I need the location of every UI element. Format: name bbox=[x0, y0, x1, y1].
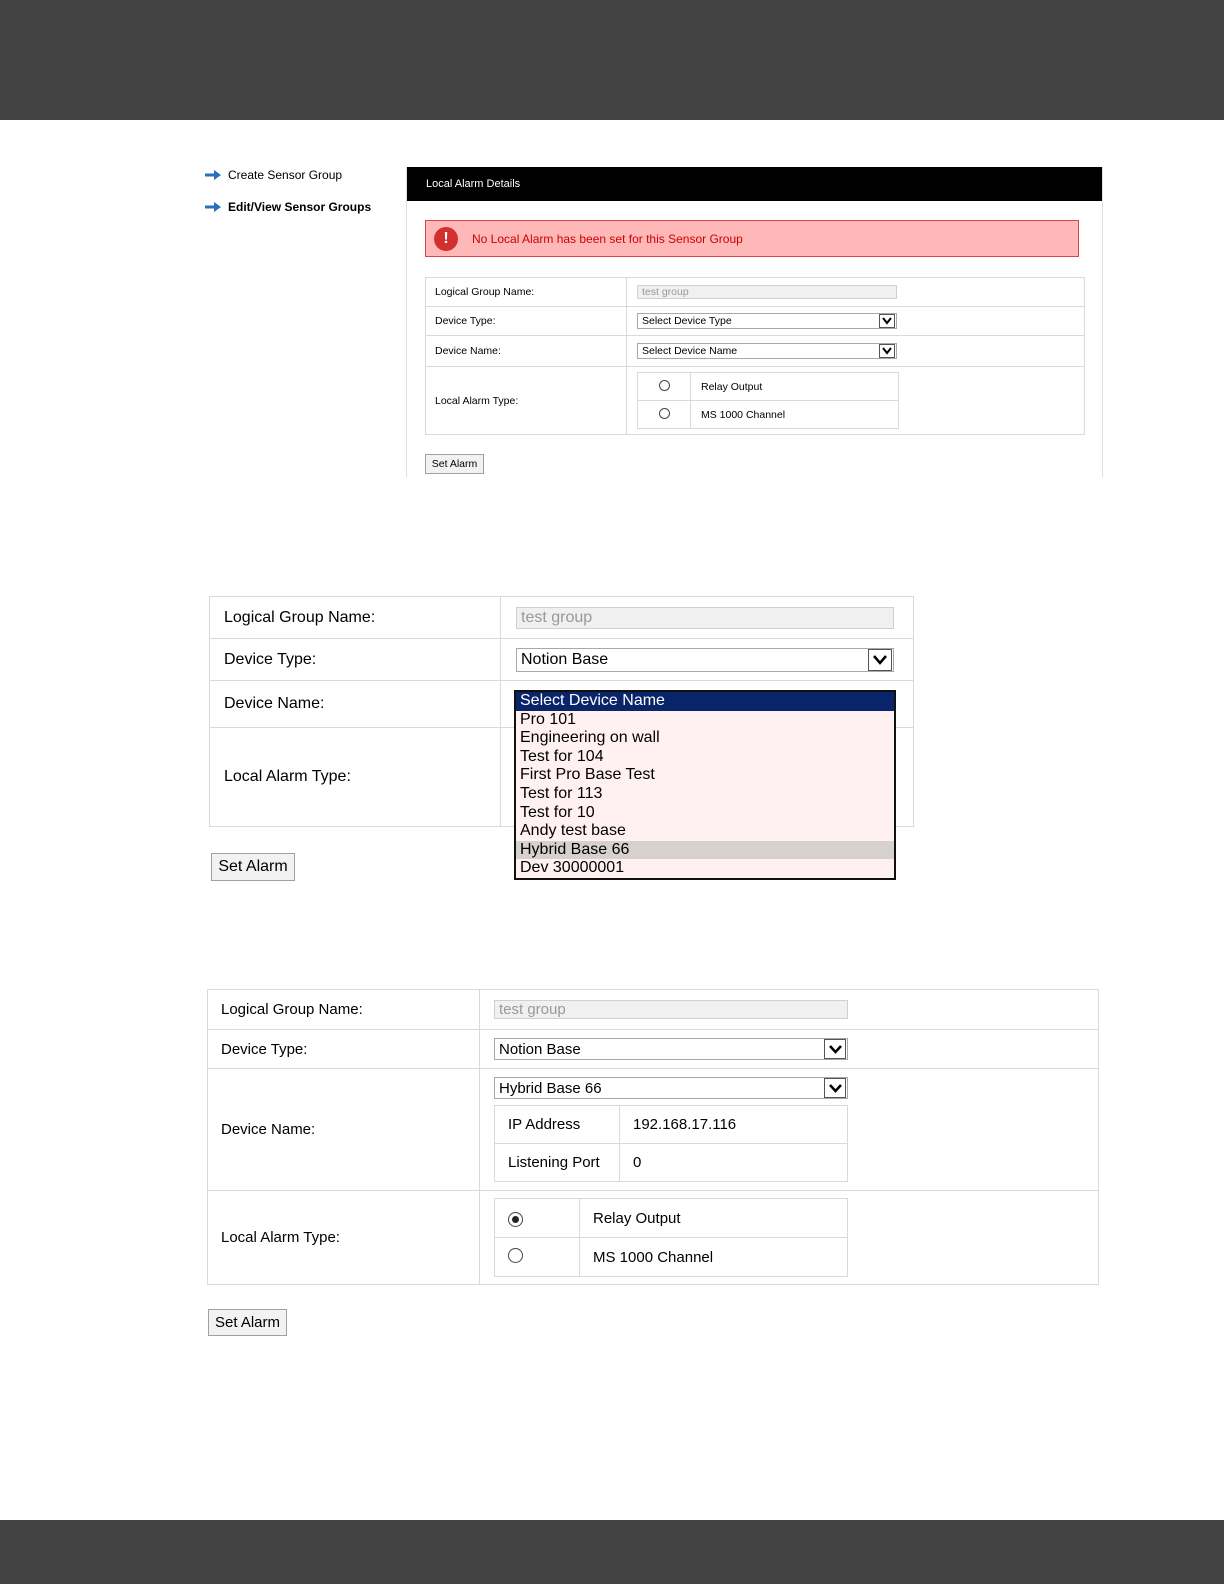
device-name-value: Hybrid Base 66 bbox=[499, 1079, 602, 1097]
radio-relay-output[interactable] bbox=[659, 380, 670, 391]
device-option[interactable]: Dev 30000001 bbox=[520, 859, 625, 877]
chevron-down-icon[interactable] bbox=[879, 314, 895, 328]
device-type-select[interactable] bbox=[637, 313, 897, 329]
nav-edit-view-sensor-groups[interactable] bbox=[204, 198, 384, 216]
device-option[interactable]: Pro 101 bbox=[520, 710, 577, 728]
option-relay-output: Relay Output bbox=[580, 1199, 848, 1238]
group-name-label: Logical Group Name: bbox=[210, 597, 501, 639]
radio-ms1000-channel[interactable] bbox=[508, 1248, 523, 1263]
radio-relay-output[interactable] bbox=[508, 1212, 523, 1227]
alarm-type-label: Local Alarm Type: bbox=[208, 1191, 480, 1285]
alarm-form-device-selected bbox=[207, 989, 1099, 1285]
device-type-select[interactable] bbox=[494, 1038, 848, 1060]
ip-address-label: IP Address bbox=[495, 1106, 620, 1144]
radio-ms1000-channel[interactable] bbox=[659, 408, 670, 419]
device-option[interactable]: First Pro Base Test bbox=[520, 766, 655, 784]
device-name-value: Select Device Name bbox=[642, 345, 738, 357]
group-name-input bbox=[637, 285, 897, 299]
device-option[interactable]: Test for 113 bbox=[520, 784, 603, 802]
device-option[interactable]: Test for 104 bbox=[520, 747, 604, 765]
group-name-value: test group bbox=[521, 608, 593, 626]
device-name-dropdown-list[interactable] bbox=[514, 690, 896, 880]
device-type-value: Select Device Type bbox=[642, 315, 732, 327]
device-option[interactable]: Test for 10 bbox=[520, 803, 595, 821]
set-alarm-button[interactable]: Set Alarm bbox=[211, 853, 295, 881]
option-relay-output: Relay Output bbox=[691, 373, 899, 401]
device-option[interactable]: Select Device Name bbox=[516, 692, 894, 711]
alarm-type-options bbox=[494, 1198, 848, 1277]
device-type-value: Notion Base bbox=[521, 650, 609, 668]
chevron-down-icon[interactable] bbox=[868, 649, 892, 671]
set-alarm-button[interactable]: Set Alarm bbox=[425, 454, 484, 474]
ip-address-value: 192.168.17.116 bbox=[620, 1106, 848, 1144]
alarm-type-label: Local Alarm Type: bbox=[426, 367, 627, 435]
group-name-value: test group bbox=[499, 1001, 566, 1018]
device-type-label: Device Type: bbox=[208, 1030, 480, 1069]
listening-port-value: 0 bbox=[620, 1144, 848, 1182]
device-details-table bbox=[494, 1105, 848, 1182]
arrow-right-icon bbox=[204, 169, 222, 181]
group-name-input bbox=[494, 1000, 848, 1019]
group-name-input bbox=[516, 607, 894, 629]
panel-title: Local Alarm Details bbox=[407, 167, 1102, 201]
option-ms1000-channel: MS 1000 Channel bbox=[580, 1238, 848, 1277]
device-option[interactable]: Andy test base bbox=[520, 822, 626, 840]
arrow-right-icon bbox=[204, 201, 222, 213]
option-ms1000-channel: MS 1000 Channel bbox=[691, 401, 899, 429]
device-name-label: Device Name: bbox=[426, 336, 627, 367]
chevron-down-icon[interactable] bbox=[824, 1078, 846, 1098]
device-type-select[interactable] bbox=[516, 648, 894, 672]
chevron-down-icon[interactable] bbox=[879, 344, 895, 358]
set-alarm-button[interactable]: Set Alarm bbox=[208, 1309, 287, 1336]
chevron-down-icon[interactable] bbox=[824, 1039, 846, 1059]
nav-create-sensor-group[interactable] bbox=[204, 166, 384, 184]
alert-text: No Local Alarm has been set for this Sensor Group bbox=[472, 231, 743, 246]
alarm-type-options bbox=[637, 372, 899, 429]
device-name-select[interactable] bbox=[494, 1077, 848, 1099]
group-name-value: test group bbox=[642, 286, 689, 298]
device-type-value: Notion Base bbox=[499, 1040, 581, 1058]
device-type-label: Device Type: bbox=[426, 307, 627, 336]
error-alert bbox=[425, 220, 1079, 257]
group-name-label: Logical Group Name: bbox=[208, 990, 480, 1030]
nav-label: Create Sensor Group bbox=[228, 168, 343, 182]
radio-selected-dot bbox=[512, 1216, 519, 1223]
group-name-label: Logical Group Name: bbox=[426, 278, 627, 307]
exclamation-icon: ! bbox=[434, 227, 458, 251]
bottom-banner bbox=[0, 1520, 1224, 1584]
local-alarm-panel bbox=[406, 167, 1103, 477]
alarm-type-label: Local Alarm Type: bbox=[210, 728, 501, 827]
alarm-form bbox=[425, 277, 1085, 435]
nav-label: Edit/View Sensor Groups bbox=[228, 200, 372, 214]
device-option[interactable]: Engineering on wall bbox=[520, 729, 660, 747]
device-name-label: Device Name: bbox=[208, 1069, 480, 1191]
device-type-label: Device Type: bbox=[210, 639, 501, 681]
sidebar-nav bbox=[204, 166, 384, 230]
top-banner bbox=[0, 0, 1224, 120]
device-name-select[interactable] bbox=[637, 343, 897, 359]
listening-port-label: Listening Port bbox=[495, 1144, 620, 1182]
device-option[interactable]: Hybrid Base 66 bbox=[516, 841, 894, 860]
device-name-label: Device Name: bbox=[210, 681, 501, 728]
